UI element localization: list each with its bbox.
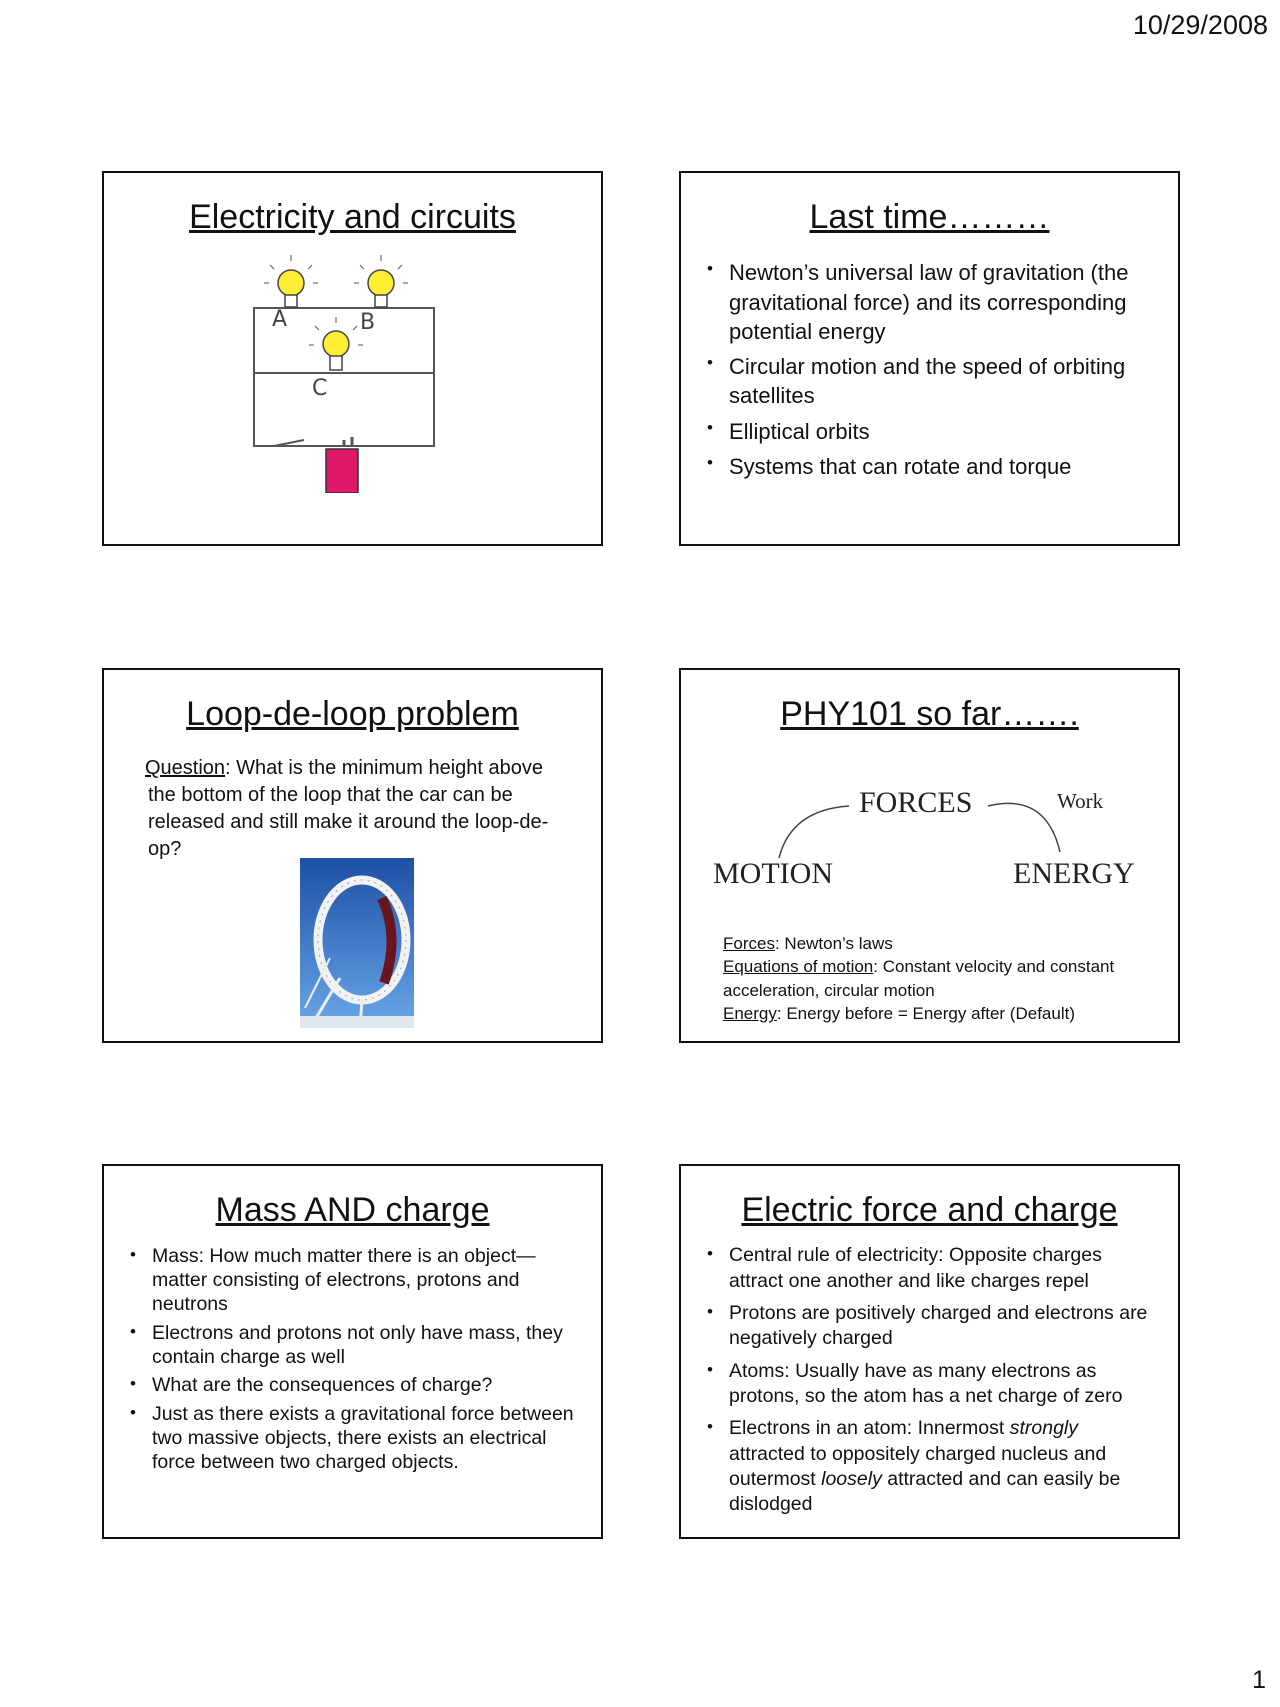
list-item: • Electrons and protons not only have mass, they contain charge as well — [104, 1322, 581, 1370]
list-item: • Mass: How much matter there is an object—matter consisting of electrons, protons and neutrons — [104, 1245, 581, 1316]
circuit-diagram — [234, 253, 474, 493]
slide-mass-and-charge — [102, 1164, 603, 1539]
note-energy — [723, 1002, 1164, 1025]
question-body: : What is the minimum height above the bottom of the loop that the car can be released and still make it around the loop-de-op? — [148, 757, 549, 861]
list-item — [681, 1416, 1158, 1517]
slide-electricity-circuits — [102, 171, 603, 546]
list-item: • Newton’s universal law of gravitation (the gravitational force) and its corresponding potential energy — [681, 258, 1158, 346]
bullet-list — [104, 1245, 601, 1474]
slide-title: Last time……… — [809, 198, 1050, 236]
question-text — [145, 755, 571, 863]
list-item: • Circular motion and the speed of orbiting satellites — [681, 352, 1158, 411]
list-item: • Elliptical orbits — [681, 417, 1158, 446]
bulb-b-icon — [354, 255, 408, 307]
bullet-text: Electrons in an atom: Innermost — [729, 1417, 1010, 1440]
slide-electric-force — [679, 1164, 1180, 1539]
diagram-energy: ENERGY — [1013, 857, 1135, 890]
bullet-text: attracted and can easily be dislodged — [729, 1468, 1121, 1516]
diagram-motion: MOTION — [713, 857, 833, 890]
note-label: Energy — [723, 1004, 777, 1024]
emphasis-text: strongly — [1009, 1417, 1078, 1440]
list-item: • Just as there exists a gravitational force between two massive objects, there exists an electrical force between two charged objects. — [104, 1403, 581, 1474]
list-item: • Protons are positively charged and electrons are negatively charged — [681, 1301, 1158, 1352]
list-item: • Central rule of electricity: Opposite charges attract one another and like charges repel — [681, 1243, 1158, 1294]
list-item: • Atoms: Usually have as many electrons as protons, so the atom has a net charge of zero — [681, 1359, 1158, 1410]
bulb-c-icon — [309, 317, 363, 370]
battery-icon — [326, 449, 358, 493]
note-label: Equations of motion — [723, 957, 874, 977]
note-label: Forces — [723, 934, 775, 953]
note-text: : Energy before = Energy after (Default) — [776, 1004, 1075, 1024]
bullet-list — [681, 258, 1178, 481]
page-number: 1 — [1252, 1666, 1266, 1694]
slide-title: Loop-de-loop problem — [186, 695, 519, 733]
slide-phy101-so-far — [679, 668, 1180, 1043]
note-text: : Newton’s laws — [774, 934, 893, 953]
bullet-list — [681, 1243, 1178, 1517]
bulb-label-a: A — [272, 307, 288, 332]
note-forces — [723, 932, 1164, 955]
concept-diagram — [681, 770, 1178, 900]
slide-loop-de-loop — [102, 668, 603, 1043]
page-date: 10/29/2008 — [1132, 10, 1268, 40]
slide-last-time — [679, 171, 1180, 546]
question-label: Question — [145, 757, 226, 780]
phy101-notes — [723, 932, 1164, 1026]
note-text: : Constant velocity and constant acceleration, circular motion — [723, 957, 1115, 1000]
diagram-work: Work — [1057, 789, 1104, 813]
roller-coaster-photo — [300, 858, 414, 1028]
note-equations — [723, 955, 1164, 1002]
slide-title: Mass AND charge — [215, 1191, 490, 1229]
bulb-label-c: C — [312, 376, 328, 401]
bulb-a-icon — [264, 255, 318, 307]
slide-title: Electricity and circuits — [189, 198, 516, 236]
bulb-label-b: B — [360, 310, 376, 335]
bullet-text: attracted to oppositely charged nucleus and outermost — [729, 1442, 1107, 1491]
list-item: • Systems that can rotate and torque — [681, 452, 1158, 481]
diagram-forces: FORCES — [859, 786, 973, 819]
slide-title: Electric force and charge — [741, 1191, 1118, 1229]
emphasis-text: loosely — [821, 1468, 882, 1491]
list-item: • What are the consequences of charge? — [104, 1374, 581, 1398]
slide-title: PHY101 so far……. — [780, 695, 1079, 733]
